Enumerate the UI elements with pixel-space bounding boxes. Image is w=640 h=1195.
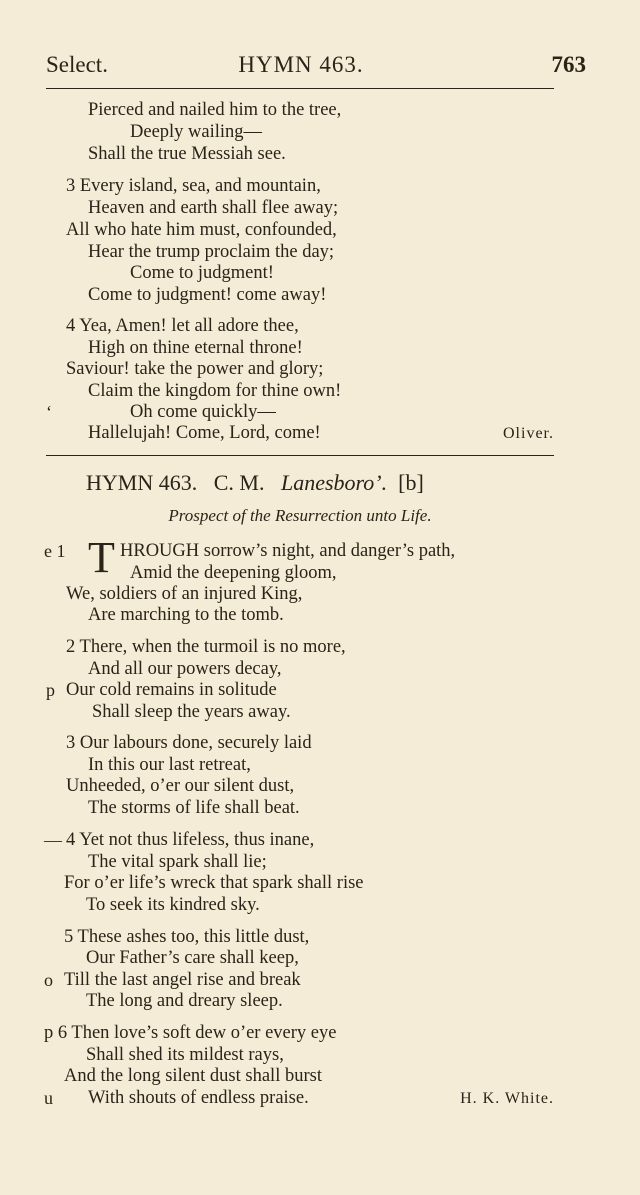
- verse-line: The storms of life shall beat.: [88, 798, 300, 818]
- verse-line: 2 There, when the turmoil is no more,: [66, 637, 346, 657]
- verse-line: Shall sleep the years away.: [92, 702, 291, 722]
- verse-line: Come to judgment! come away!: [88, 285, 327, 305]
- verse-line: Saviour! take the power and glory;: [66, 359, 324, 379]
- hymn-divider: [46, 455, 554, 456]
- verse-line: Oh come quickly—: [130, 402, 276, 422]
- verse-line: Claim the kingdom for thine own!: [88, 381, 342, 401]
- verse-line: We, soldiers of an injured King,: [66, 584, 303, 604]
- dynamic-mark: u: [44, 1088, 53, 1108]
- hymn-meter: C. M.: [213, 470, 265, 495]
- verse-line: 4 Yet not thus lifeless, thus inane,: [66, 830, 315, 850]
- verse-line: Hear the trump proclaim the day;: [88, 242, 335, 262]
- hymn-subtitle: Prospect of the Resurrection unto Life.: [168, 506, 432, 525]
- verse-line: The vital spark shall lie;: [88, 852, 267, 872]
- hymn-number: HYMN 463.: [86, 470, 198, 495]
- verse-marker: e 1: [44, 541, 66, 561]
- verse-line: Heaven and earth shall flee away;: [88, 198, 339, 218]
- dynamic-mark: o: [44, 970, 53, 990]
- author-credit: H. K. White.: [460, 1090, 554, 1107]
- verse-line: 3 Our labours done, securely laid: [66, 733, 312, 753]
- header-rule: [46, 88, 554, 89]
- verse-line: p 6 Then love’s soft dew o’er every eye: [44, 1023, 337, 1043]
- drop-cap: T: [88, 533, 115, 582]
- dynamic-mark: p: [46, 680, 55, 700]
- verse-line: All who hate him must, confounded,: [66, 220, 337, 240]
- verse-line: HROUGH sorrow’s night, and danger’s path,: [120, 541, 456, 561]
- verse-line: Till the last angel rise and break: [64, 970, 301, 990]
- dynamic-mark: ‘: [46, 402, 52, 422]
- verse-line: And the long silent dust shall burst: [64, 1066, 322, 1086]
- verse-line: For o’er life’s wreck that spark shall rise: [64, 873, 364, 893]
- author-credit: Oliver.: [503, 425, 554, 442]
- header-hymn-number: HYMN 463.: [238, 52, 364, 77]
- verse-line: Shall the true Messiah see.: [88, 144, 286, 164]
- verse-line: Hallelujah! Come, Lord, come!: [88, 423, 321, 443]
- verse-line: Amid the deepening gloom,: [130, 563, 337, 583]
- tune-name: Lanesboro’.: [280, 470, 388, 495]
- key-mark: [b]: [398, 470, 424, 495]
- verse-line: Shall shed its mildest rays,: [86, 1045, 284, 1065]
- verse-line: Unheeded, o’er our silent dust,: [66, 776, 295, 796]
- verse-line: In this our last retreat,: [88, 755, 251, 775]
- running-header: [46, 52, 586, 86]
- verse-line: The long and dreary sleep.: [86, 991, 283, 1011]
- verse-line: 5 These ashes too, this little dust,: [64, 927, 310, 947]
- verse-line: Are marching to the tomb.: [88, 605, 284, 625]
- hymn-heading: [86, 470, 424, 496]
- verse-line: Deeply wailing—: [130, 122, 263, 142]
- verse-line: Come to judgment!: [130, 263, 274, 283]
- header-section-label: Select.: [46, 52, 108, 77]
- verse-line: 3 Every island, sea, and mountain,: [66, 176, 321, 196]
- page-number: 763: [551, 52, 586, 77]
- dynamic-mark: —: [44, 830, 62, 850]
- verse-line: To seek its kindred sky.: [86, 895, 260, 915]
- verse-line: Our cold remains in solitude: [66, 680, 277, 700]
- verse-line: Our Father’s care shall keep,: [86, 948, 299, 968]
- verse-line: 4 Yea, Amen! let all adore thee,: [66, 316, 299, 336]
- verse-line: High on thine eternal throne!: [88, 338, 303, 358]
- verse-line: And all our powers decay,: [88, 659, 282, 679]
- verse-line: With shouts of endless praise.: [88, 1088, 309, 1108]
- verse-line: Pierced and nailed him to the tree,: [88, 100, 342, 120]
